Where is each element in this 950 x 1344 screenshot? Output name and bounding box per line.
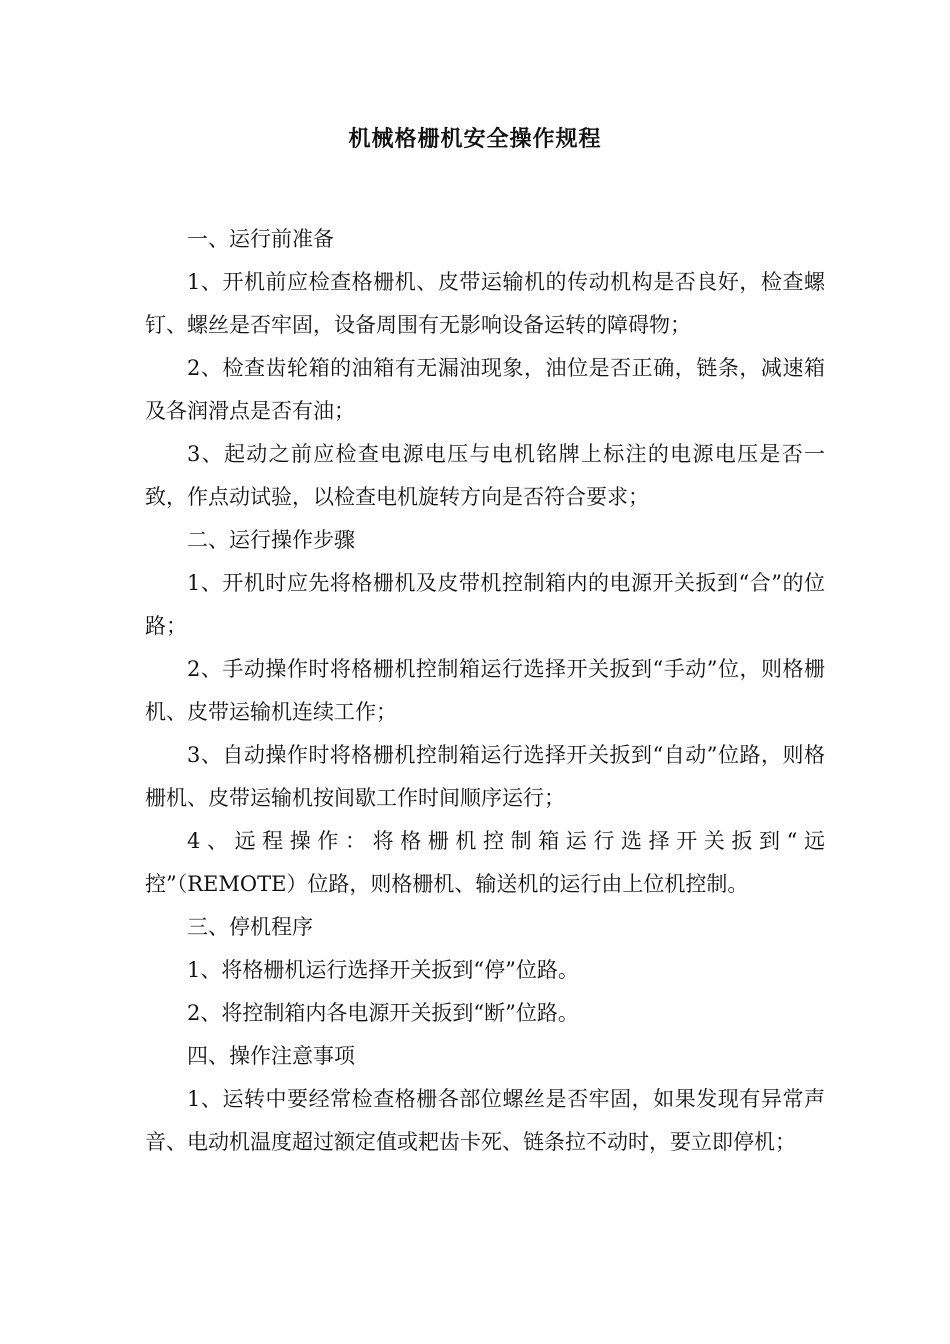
document-title: 机械格栅机安全操作规程: [348, 127, 602, 152]
paragraph: 2、检查齿轮箱的油箱有无漏油现象，油位是否正确，链条，减速箱及各润滑点是否有油；: [145, 356, 825, 423]
paragraph: 3、自动操作时将格栅机控制箱运行选择开关扳到“自动”位路，则格栅机、皮带运输机按间歇工作时间顺序运行；: [145, 743, 825, 810]
paragraph: 1、运转中要经常检查格栅各部位螺丝是否牢固，如果发现有异常声音、电动机温度超过额定值或耙齿卡死、链条拉不动时，要立即停机；: [145, 1087, 825, 1154]
paragraph: 2、将控制箱内各电源开关扳到“断”位路。: [187, 1001, 579, 1025]
paragraph: 4、远程操作：将格栅机控制箱运行选择开关扳到“远控”（REMOTE）位路，则格栅机、输送机的运行由上位机控制。: [145, 829, 825, 896]
section-heading-4: 四、操作注意事项: [187, 1044, 355, 1068]
paragraph: 1、开机时应先将格栅机及皮带机控制箱内的电源开关扳到“合”的位路；: [145, 571, 825, 638]
document-body: [145, 218, 825, 1164]
section-heading-2: 二、运行操作步骤: [187, 528, 355, 552]
paragraph: 3、起动之前应检查电源电压与电机铭牌上标注的电源电压是否一致，作点动试验，以检查电机旋转方向是否符合要求；: [145, 442, 825, 509]
section-heading-1: 一、运行前准备: [187, 227, 334, 251]
paragraph: 2、手动操作时将格栅机控制箱运行选择开关扳到“手动”位，则格栅机、皮带运输机连续工作；: [145, 657, 825, 724]
paragraph: 1、开机前应检查格栅机、皮带运输机的传动机构是否良好，检查螺钉、螺丝是否牢固，设备周围有无影响设备运转的障碍物；: [145, 270, 825, 337]
paragraph: 1、将格栅机运行选择开关扳到“停”位路。: [187, 958, 579, 982]
section-heading-3: 三、停机程序: [187, 915, 313, 939]
